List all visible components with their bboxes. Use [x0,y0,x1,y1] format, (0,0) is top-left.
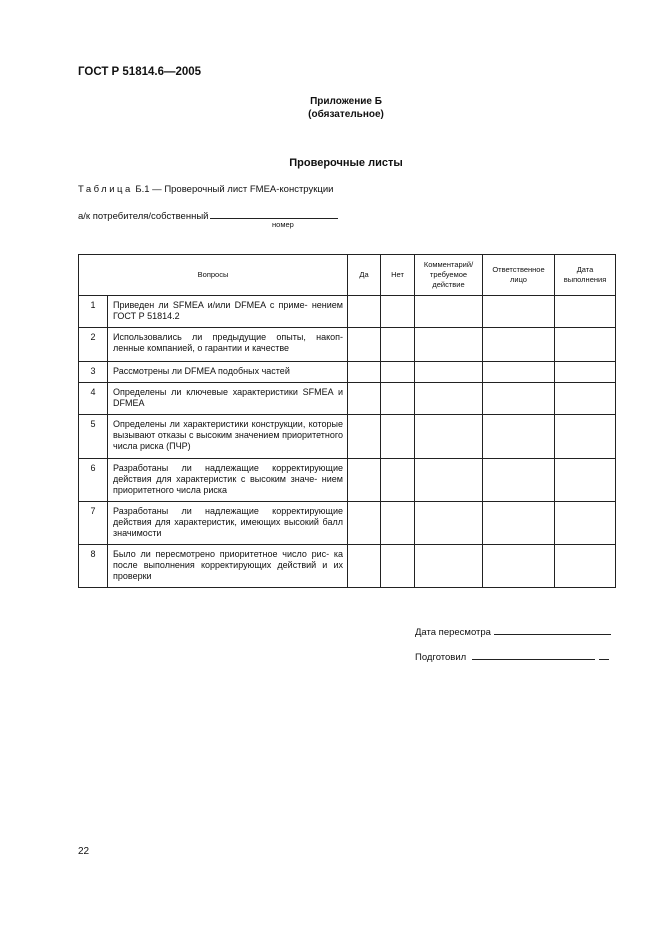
revision-date-line[interactable] [494,625,611,635]
comment-cell[interactable] [415,328,483,362]
no-cell[interactable] [381,296,415,328]
date-cell[interactable] [555,383,616,415]
customer-number-line [210,209,338,219]
caption-text: Б.1 — Проверочный лист FMEA-конструкции [132,184,334,195]
checklist-table [78,254,616,588]
standard-header: ГОСТ Р 51814.6—2005 [78,66,202,78]
row-question: Разработаны ли надлежащие корректирующие действия для характеристик, имеющих высокий балл значимости [108,502,348,545]
comment-cell[interactable] [415,502,483,545]
responsible-cell[interactable] [483,328,555,362]
date-cell[interactable] [555,296,616,328]
header-date: Дата выполнения [555,255,616,296]
table-caption [78,184,333,195]
table-row [79,328,616,362]
table-row [79,545,616,588]
header-yes: Да [348,255,381,296]
row-number: 5 [79,415,108,459]
row-question: Определены ли ключевые характеристики SFMEA и DFMEA [108,383,348,415]
row-question: Определены ли характеристики конструкции, которые вызывают отказы с высоким значением приоритетного числа риска (ПЧР) [108,415,348,459]
customer-label: а/к потребителя/собственный [78,211,209,222]
responsible-cell[interactable] [483,383,555,415]
table-row [79,296,616,328]
comment-cell[interactable] [415,459,483,502]
row-number: 1 [79,296,108,328]
row-question: Разработаны ли надлежащие корректирующие действия для характеристик с высоким значе- нием приоритетного числа риска [108,459,348,502]
yes-cell[interactable] [348,328,381,362]
header-questions: Вопросы [79,255,348,296]
row-number: 7 [79,502,108,545]
yes-cell[interactable] [348,296,381,328]
table-row [79,362,616,383]
row-number: 2 [79,328,108,362]
no-cell[interactable] [381,502,415,545]
appendix-heading [0,95,661,121]
prepared-by-field [415,650,609,663]
row-question: Приведен ли SFMEA и/или DFMEA с приме- нением ГОСТ Р 51814.2 [108,296,348,328]
customer-number-sublabel: номер [272,220,294,229]
no-cell[interactable] [381,415,415,459]
yes-cell[interactable] [348,415,381,459]
date-cell[interactable] [555,459,616,502]
row-number: 4 [79,383,108,415]
customer-number-field [78,209,338,222]
responsible-cell[interactable] [483,545,555,588]
row-number: 8 [79,545,108,588]
date-cell[interactable] [555,415,616,459]
page-number: 22 [78,846,90,857]
comment-cell[interactable] [415,296,483,328]
responsible-cell[interactable] [483,459,555,502]
date-cell[interactable] [555,545,616,588]
row-question: Рассмотрены ли DFMEA подобных частей [108,362,348,383]
row-question: Использовались ли предыдущие опыты, накоп- ленные компанией, о гарантии и качестве [108,328,348,362]
responsible-cell[interactable] [483,502,555,545]
date-cell[interactable] [555,502,616,545]
comment-cell[interactable] [415,545,483,588]
appendix-title: Приложение Б [310,96,382,107]
prepared-by-line-end [599,650,609,660]
date-cell[interactable] [555,362,616,383]
table-row [79,383,616,415]
yes-cell[interactable] [348,459,381,502]
yes-cell[interactable] [348,362,381,383]
revision-date-label: Дата пересмотра [415,627,491,638]
no-cell[interactable] [381,362,415,383]
prepared-by-label: Подготовил [415,652,467,663]
table-row [79,502,616,545]
section-title: Проверочные листы [289,157,403,169]
no-cell[interactable] [381,459,415,502]
responsible-cell[interactable] [483,296,555,328]
comment-cell[interactable] [415,362,483,383]
prepared-by-line[interactable] [472,650,595,660]
date-cell[interactable] [555,328,616,362]
header-comment: Комментарий/ требуемое действие [415,255,483,296]
appendix-subtitle: (обязательное) [308,109,384,120]
row-number: 3 [79,362,108,383]
no-cell[interactable] [381,383,415,415]
yes-cell[interactable] [348,383,381,415]
responsible-cell[interactable] [483,362,555,383]
no-cell[interactable] [381,545,415,588]
table-header-row [79,255,616,296]
row-number: 6 [79,459,108,502]
responsible-cell[interactable] [483,415,555,459]
yes-cell[interactable] [348,545,381,588]
header-no: Нет [381,255,415,296]
header-responsible: Ответственное лицо [483,255,555,296]
comment-cell[interactable] [415,383,483,415]
comment-cell[interactable] [415,415,483,459]
yes-cell[interactable] [348,502,381,545]
table-row [79,415,616,459]
row-question: Было ли пересмотрено приоритетное число рис- ка после выполнения корректирующих действий и их проверки [108,545,348,588]
caption-prefix: Таблица [78,184,133,195]
table-row [79,459,616,502]
revision-date-field [415,625,611,638]
no-cell[interactable] [381,328,415,362]
